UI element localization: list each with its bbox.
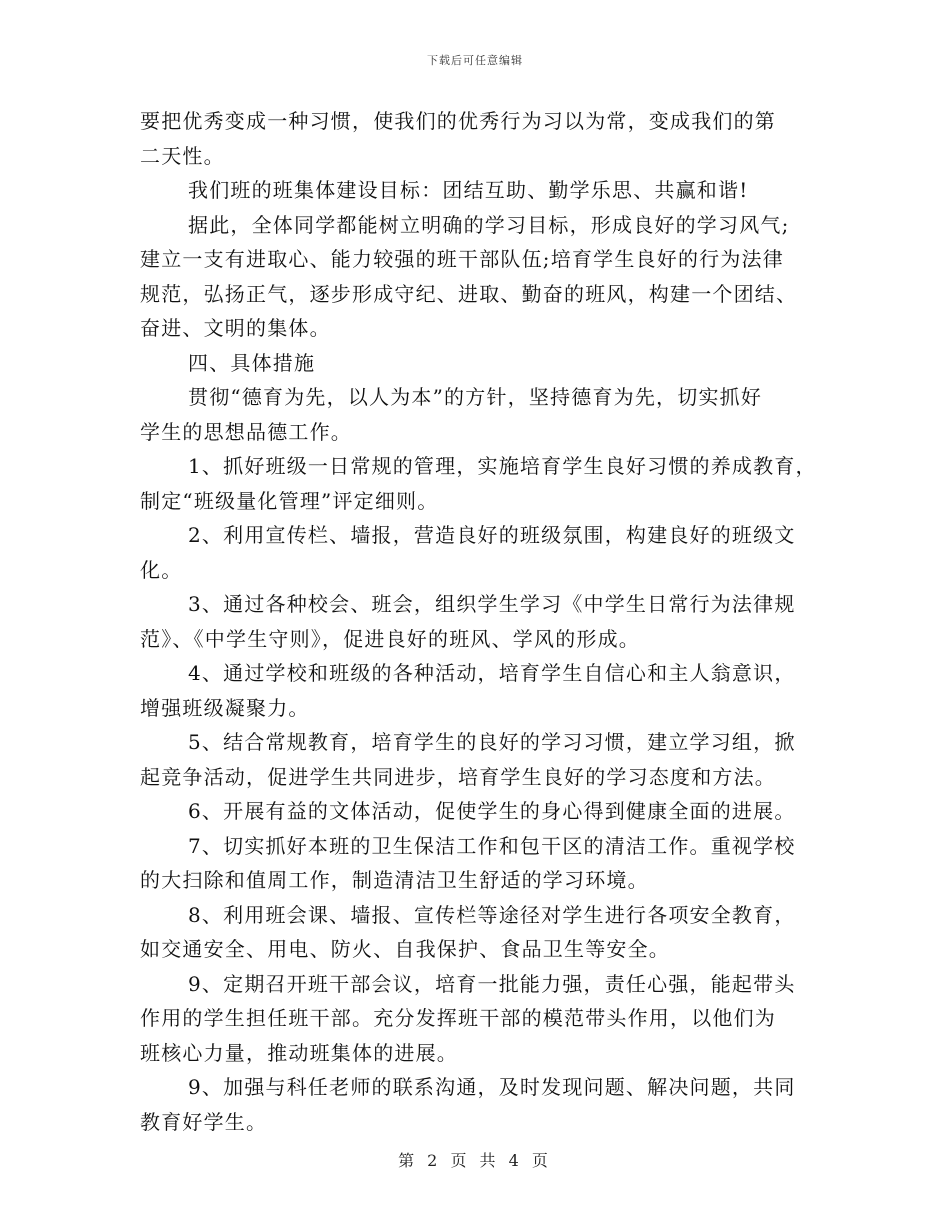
text-line: 的大扫除和值周工作，制造清洁卫生舒适的学习环境。: [140, 868, 649, 892]
text-line: 3、通过各种校会、班会，组织学生学习《中学生日常行为法律规: [188, 592, 796, 616]
text-line: 1、抓好班级一日常规的管理，实施培育学生良好习惯的养成教育，: [188, 454, 817, 478]
text-line: 增强班级凝聚力。: [140, 695, 310, 720]
text-line: 9、定期召开班干部会议，培育一批能力强，责任心强，能起带头: [188, 971, 796, 996]
text-line: 班核心力量，推动班集体的进展。: [140, 1040, 458, 1065]
text-line: 我们班的班集体建设目标：团结互助、勤学乐思、共赢和谐!: [188, 178, 749, 202]
text-line: 2、利用宣传栏、墙报，营造良好的班级氛围，构建良好的班级文: [188, 523, 796, 547]
text-line: 9、加强与科任老师的联系沟通，及时发现问题、解决问题，共同: [188, 1075, 796, 1099]
text-line: 规范，弘扬正气，逐步形成守纪、进取、勤奋的班风，构建一个团结、: [140, 281, 798, 306]
text-line: 建立一支有进取心、能力较强的班干部队伍;培育学生良好的行为法律: [140, 247, 784, 271]
text-line: 7、切实抓好本班的卫生保洁工作和包干区的清洁工作。重视学校: [188, 833, 796, 858]
text-line: 8、利用班会课、墙报、宣传栏等途径对学生进行各项安全教育，: [188, 902, 796, 927]
text-line: 贯彻“德育为先，以人为本”的方针，坚持德育为先，切实抓好: [188, 385, 763, 409]
document-body: [140, 104, 820, 1139]
text-line: 制定“班级量化管理”评定细则。: [140, 488, 439, 513]
text-line: 作用的学生担任班干部。充分发挥班干部的模范带头作用，以他们为: [140, 1006, 776, 1030]
page-header: 下载后可任意编辑: [427, 54, 523, 67]
text-line: 要把优秀变成一种习惯，使我们的优秀行为习以为常，变成我们的第: [140, 109, 776, 133]
page-footer: 第 2 页 共 4 页: [398, 1151, 552, 1170]
text-line: 范》、《中学生守则》，促进良好的班风、学风的形成。: [140, 626, 640, 651]
text-line: 6、开展有益的文体活动，促使学生的身心得到健康全面的进展。: [188, 799, 796, 823]
text-line: 教育好学生。: [140, 1109, 268, 1134]
text-line: 据此，全体同学都能树立明确的学习目标，形成良好的学习风气;: [188, 212, 790, 237]
text-line: 二天性。: [140, 143, 225, 168]
text-line: 化。: [140, 557, 183, 582]
text-line: 奋进、文明的集体。: [140, 316, 331, 340]
text-line: 学生的思想品德工作。: [140, 419, 352, 444]
text-line: 4、通过学校和班级的各种活动，培育学生自信心和主人翁意识，: [188, 661, 796, 685]
text-line: 起竞争活动，促进学生共同进步，培育学生良好的学习态度和方法。: [140, 764, 776, 789]
text-line: 四、具体措施: [188, 350, 316, 375]
text-line: 5、结合常规教育，培育学生的良好的学习习惯，建立学习组，掀: [188, 730, 796, 754]
text-line: 如交通安全、用电、防火、自我保护、食品卫生等安全。: [140, 937, 670, 961]
